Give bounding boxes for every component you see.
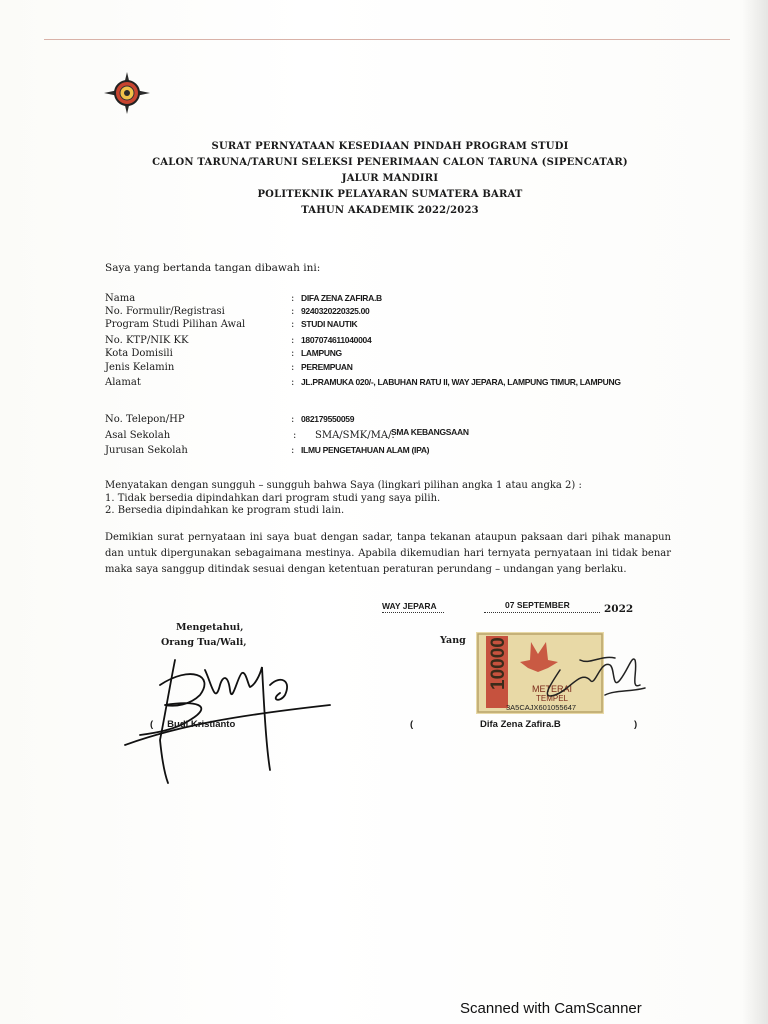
parent-name: Budi Kristianto bbox=[167, 719, 236, 730]
field-colon: : bbox=[291, 306, 295, 317]
open-paren: ( bbox=[150, 719, 154, 730]
title-line: SURAT PERNYATAAN KESEDIAAN PINDAH PROGRAM STUDI bbox=[211, 141, 569, 152]
intro-text: Saya yang bertanda tangan dibawah ini: bbox=[105, 262, 321, 274]
stamp-label-1: METERAI bbox=[532, 684, 573, 694]
field-colon: : bbox=[291, 319, 295, 330]
field-label: Nama bbox=[105, 293, 136, 304]
field-value: JL.PRAMUKA 020/-, LABUHAN RATU II, WAY JEPARA, LAMPUNG TIMUR, LAMPUNG bbox=[301, 377, 621, 387]
scanner-watermark: Scanned with CamScanner bbox=[460, 1000, 642, 1017]
statement-block bbox=[105, 480, 705, 518]
field-value: DIFA ZENA ZAFIRA.B bbox=[301, 293, 382, 303]
top-rule bbox=[44, 39, 730, 40]
field-label: Asal Sekolah bbox=[105, 430, 171, 441]
field-label: Program Studi Pilihan Awal bbox=[105, 319, 246, 330]
field-colon: : bbox=[293, 430, 297, 441]
place: WAY JEPARA bbox=[382, 601, 437, 611]
stamp-label-2: TEMPEL bbox=[536, 694, 569, 703]
field-value: 1807074611040004 bbox=[301, 335, 372, 345]
field-value: ILMU PENGETAHUAN ALAM (IPA) bbox=[301, 445, 430, 455]
left-sign-heading: Mengetahui, bbox=[176, 622, 244, 633]
statement-option-2: 2. Bersedia dipindahkan ke program studi lain. bbox=[105, 505, 345, 516]
field-value: 082179550059 bbox=[301, 414, 355, 424]
field-label: No. Telepon/HP bbox=[105, 414, 185, 425]
stamp-amount: 10000 bbox=[488, 637, 509, 690]
left-sign-role: Orang Tua/Wali, bbox=[161, 637, 247, 648]
field-colon: : bbox=[291, 362, 295, 373]
field-colon: : bbox=[291, 377, 295, 388]
year: 2022 bbox=[604, 603, 634, 615]
field-label: Jurusan Sekolah bbox=[105, 445, 188, 456]
field-colon: : bbox=[291, 445, 295, 456]
applicant-name-line bbox=[410, 719, 642, 730]
field-value: PEREMPUAN bbox=[301, 362, 353, 372]
close-paren: ) bbox=[634, 719, 638, 730]
field-label: Alamat bbox=[105, 377, 141, 388]
institution-logo-icon bbox=[104, 72, 150, 114]
school-type-prefix: SMA/SMK/MA/. bbox=[315, 430, 395, 441]
date-dotted-line bbox=[484, 612, 600, 613]
field-value: 9240320220325.00 bbox=[301, 306, 370, 316]
field-label: Kota Domisili bbox=[105, 348, 173, 359]
right-sign-heading: Yang bbox=[440, 635, 466, 646]
field-value: LAMPUNG bbox=[301, 348, 342, 358]
field-colon: : bbox=[291, 348, 295, 359]
open-paren: ( bbox=[410, 719, 414, 730]
field-label: Jenis Kelamin bbox=[105, 362, 175, 373]
applicant-name: Difa Zena Zafira.B bbox=[480, 719, 561, 730]
applicant-signature-icon bbox=[520, 640, 650, 720]
title-line: POLITEKNIK PELAYARAN SUMATERA BARAT bbox=[257, 189, 523, 200]
parent-name-line bbox=[150, 719, 235, 730]
stamp-serial: 3A5CAJX601055647 bbox=[506, 703, 577, 712]
field-colon: : bbox=[291, 293, 295, 304]
field-colon: : bbox=[291, 414, 295, 425]
title-line: JALUR MANDIRI bbox=[341, 173, 439, 184]
page-fold-shadow bbox=[742, 0, 768, 1024]
field-value: SMA KEBANGSAAN bbox=[391, 427, 469, 437]
field-colon: : bbox=[291, 335, 295, 346]
title-line: CALON TARUNA/TARUNI SELEKSI PENERIMAAN CALON TARUNA (SIPENCATAR) bbox=[152, 157, 628, 168]
field-label: No. Formulir/Registrasi bbox=[105, 306, 225, 317]
place-dotted-line bbox=[382, 612, 444, 613]
field-value: STUDI NAUTIK bbox=[301, 319, 358, 329]
parent-signature-icon bbox=[120, 645, 340, 785]
title-line: TAHUN AKADEMIK 2022/2023 bbox=[301, 205, 479, 216]
date: 07 SEPTEMBER bbox=[505, 600, 570, 610]
field-label: No. KTP/NIK KK bbox=[105, 335, 189, 346]
document-title bbox=[60, 139, 720, 219]
statement-lead: Menyatakan dengan sungguh – sungguh bahwa Saya (lingkari pilihan angka 1 atau angka 2) : bbox=[105, 480, 582, 491]
closing-paragraph: Demikian surat pernyataan ini saya buat dengan sadar, tanpa tekanan ataupun paksaan dari pihak manapun dan untuk dipergunakan sebagaimana mestinya. Apabila dikemudian hari ternyata pernyataan ini tidak benar maka saya sanggup ditindak sesuai dengan ketentuan peraturan perundang – undangan yang berlaku. bbox=[105, 532, 671, 575]
statement-option-1: 1. Tidak bersedia dipindahkan dari program studi yang saya pilih. bbox=[105, 492, 441, 504]
